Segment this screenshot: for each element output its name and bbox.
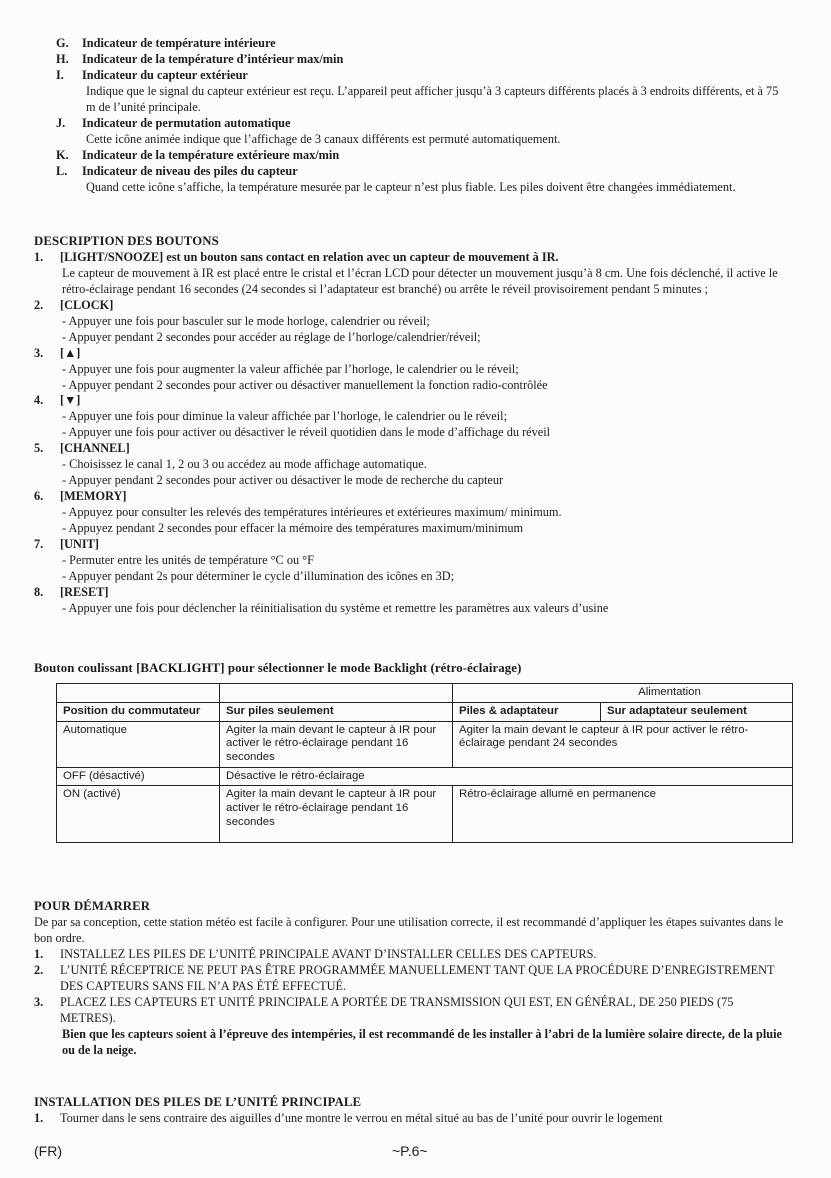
- section-heading: POUR DÉMARRER: [34, 899, 151, 913]
- button-entry: [34, 346, 789, 362]
- step-text: Tourner dans le sens contraire des aiguilles d’une montre le verrou en métal situé au bas de l’unité pour ouvrir le logement: [60, 1110, 663, 1125]
- indicator-title: Indicateur du capteur extérieur: [82, 67, 248, 82]
- step-text: PLACEZ LES CAPTEURS ET UNITÉ PRINCIPALE A PORTÉE DE TRANSMISSION QUI EST, EN GÉNÉRAL, DE 250 PIEDS (75 METRES).: [60, 994, 734, 1025]
- section-heading: DESCRIPTION DES BOUTONS: [34, 234, 219, 248]
- table-cell-piles: Agiter la main devant le capteur à IR pour activer le rétro-éclairage pendant 16 secondes: [220, 721, 453, 767]
- table-cell-position: OFF (désactivé): [57, 767, 220, 786]
- button-line: - Appuyer une fois pour augmenter la valeur affichée par l’horloge, le calendrier ou le réveil;: [62, 361, 519, 376]
- indicator-letter: I.: [56, 67, 64, 82]
- button-line: - Appuyer pendant 2s pour déterminer le cycle d’illumination des icônes en 3D;: [62, 569, 455, 584]
- table-cell-empty: [57, 684, 220, 703]
- button-line: - Appuyer pendant 2 secondes pour accéder au réglage de l’horloge/calendrier/réveil;: [62, 329, 481, 344]
- indicator-list: [56, 36, 789, 196]
- button-name: [CHANNEL]: [60, 441, 130, 456]
- backlight-section: [34, 660, 789, 677]
- button-name: [RESET]: [60, 585, 109, 600]
- indicator-description: Cette icône animée indique que l’affichage de 3 canaux différents est permuté automatiquement.: [86, 131, 561, 146]
- button-number: 5.: [34, 441, 44, 456]
- button-line: Le capteur de mouvement à IR est placé entre le cristal et l’écran LCD pour détecter un mouvement jusqu’à 8 cm. Une fois déclenché, il active le rétro-éclairage pendant 16 secondes (24 secondes si l’adaptateur est branché) ou arrête le réveil provisoirement pendant 5 minutes ;: [62, 265, 778, 296]
- table-header-piles-adaptateur: Piles & adaptateur: [453, 703, 601, 722]
- footer-page-number: ~P.6~: [392, 1143, 428, 1159]
- install-step: [34, 1111, 789, 1127]
- button-line: - Permuter entre les unités de température °C ou °F: [62, 553, 314, 568]
- table-row: [57, 721, 793, 767]
- table-header-adaptateur: Sur adaptateur seulement: [601, 703, 793, 722]
- indicator-title: Indicateur de la température d’intérieur max/min: [82, 51, 344, 66]
- indicator-letter: H.: [56, 51, 69, 66]
- footer-language: (FR): [34, 1143, 62, 1159]
- step-number: 2.: [34, 962, 44, 977]
- table-cell-empty: [220, 684, 453, 703]
- indicator-letter: G.: [56, 36, 69, 50]
- table-header-position: Position du commutateur: [57, 703, 220, 722]
- table-cell-piles-adaptateur: Agiter la main devant le capteur à IR pour activer le rétro-éclairage pendant 24 secondes: [453, 721, 793, 767]
- button-entry: [34, 537, 789, 553]
- step-number: 1.: [34, 946, 44, 961]
- button-line: - Appuyez pendant 2 secondes pour effacer la mémoire des températures maximum/minimum: [62, 521, 524, 536]
- indicator-description: Indique que le signal du capteur extérieur est reçu. L’appareil peut afficher jusqu’à 3 capteurs différents placés à 3 endroits différents, et à 75 m de l’unité principale.: [86, 83, 779, 114]
- button-name: [▼]: [60, 393, 81, 408]
- button-entry: [34, 489, 789, 505]
- step-note: Bien que les capteurs soient à l’épreuve des intempéries, il est recommandé de les installer à l’abri de la lumière solaire directe, de la pluie ou de la neige.: [62, 1026, 782, 1057]
- button-number: 4.: [34, 393, 44, 408]
- button-number: 1.: [34, 249, 44, 264]
- button-name: [UNIT]: [60, 537, 99, 552]
- button-line: - Appuyer une fois pour déclencher la réinitialisation du système et remettre les paramètres aux valeurs d’usine: [62, 601, 609, 616]
- install-section: [34, 1094, 789, 1127]
- indicator-item: [56, 52, 789, 68]
- button-number: 6.: [34, 489, 44, 504]
- indicator-title: Indicateur de température intérieure: [82, 36, 276, 50]
- section-heading: Bouton coulissant [BACKLIGHT] pour sélectionner le mode Backlight (rétro-éclairage): [34, 661, 522, 675]
- table-cell-piles-adaptateur: Rétro-éclairage allumé en permanence: [453, 786, 793, 843]
- table-cell-piles: Désactive le rétro-éclairage: [220, 767, 793, 786]
- start-intro: De par sa conception, cette station météo est facile à configurer. Pour une utilisation correcte, il est recommandé d’appliquer les étapes suivantes dans le bon ordre.: [34, 914, 784, 945]
- table-header-piles: Sur piles seulement: [220, 703, 453, 722]
- button-number: 2.: [34, 297, 44, 312]
- indicator-item: [56, 36, 789, 52]
- button-name: [MEMORY]: [60, 489, 127, 504]
- backlight-table: [56, 683, 793, 843]
- indicator-letter: J.: [56, 115, 66, 130]
- button-line: - Appuyer une fois pour diminue la valeur affichée par l’horloge, le calendrier ou le réveil;: [62, 409, 508, 424]
- start-step: [34, 963, 789, 995]
- indicator-letter: K.: [56, 147, 69, 162]
- start-section: [34, 898, 789, 1058]
- indicator-title: Indicateur de niveau des piles du capteur: [82, 163, 298, 178]
- indicator-item: [56, 164, 789, 180]
- buttons-section: [34, 233, 789, 617]
- table-row: [57, 767, 793, 786]
- button-line: - Choisissez le canal 1, 2 ou 3 ou accédez au mode affichage automatique.: [62, 457, 427, 472]
- indicator-title: Indicateur de la température extérieure max/min: [82, 147, 340, 162]
- button-name: [▲]: [60, 345, 81, 360]
- button-name: [CLOCK]: [60, 297, 114, 312]
- button-line: - Appuyez pour consulter les relevés des températures intérieures et extérieures maximum/ minimum.: [62, 505, 562, 520]
- step-number: 1.: [34, 1110, 44, 1125]
- section-heading: INSTALLATION DES PILES DE L’UNITÉ PRINCIPALE: [34, 1095, 362, 1109]
- table-cell-position: ON (activé): [57, 786, 220, 843]
- start-step: [34, 947, 789, 963]
- button-entry: [34, 441, 789, 457]
- button-entry: [34, 393, 789, 409]
- button-number: 3.: [34, 345, 44, 360]
- table-cell-piles: Agiter la main devant le capteur à IR pour activer le rétro-éclairage pendant 16 secondes: [220, 786, 453, 843]
- button-line: - Appuyer pendant 2 secondes pour activer ou désactiver manuellement la fonction radio-contrôlée: [62, 377, 548, 392]
- step-text: L’UNITÉ RÉCEPTRICE NE PEUT PAS ÊTRE PROGRAMMÉE MANUELLEMENT TANT QUE LA PROCÉDURE D’ENREGISTREMENT DES CAPTEURS SANS FIL N’A PAS ÉTÉ EFFECTUÉ.: [60, 962, 775, 993]
- indicator-item: [56, 116, 789, 132]
- step-text: INSTALLEZ LES PILES DE L’UNITÉ PRINCIPALE AVANT D’INSTALLER CELLES DES CAPTEURS.: [60, 946, 597, 961]
- start-step: [34, 995, 789, 1027]
- table-header-alimentation: Alimentation: [453, 684, 793, 703]
- button-name-suffix: est un bouton sans contact en relation avec un capteur de mouvement à IR.: [163, 249, 559, 264]
- indicator-title: Indicateur de permutation automatique: [82, 115, 291, 130]
- step-number: 3.: [34, 994, 44, 1009]
- table-cell-position: Automatique: [57, 721, 220, 767]
- indicator-description: Quand cette icône s’affiche, la température mesurée par le capteur n’est plus fiable. Les piles doivent être changées immédiatement.: [86, 179, 736, 194]
- table-row: [57, 786, 793, 843]
- indicator-item: [56, 148, 789, 164]
- indicator-item: [56, 68, 789, 84]
- button-name: [LIGHT/SNOOZE]: [60, 249, 164, 264]
- button-line: - Appuyer une fois pour basculer sur le mode horloge, calendrier ou réveil;: [62, 313, 430, 328]
- button-entry: [34, 585, 789, 601]
- button-entry: [34, 298, 789, 314]
- indicator-letter: L.: [56, 163, 68, 178]
- button-number: 7.: [34, 537, 44, 552]
- button-line: - Appuyer une fois pour activer ou désactiver le réveil quotidien dans le mode d’affichage du réveil: [62, 425, 551, 440]
- button-number: 8.: [34, 585, 44, 600]
- button-line: - Appuyer pendant 2 secondes pour activer ou désactiver le mode de recherche du capteur: [62, 473, 504, 488]
- button-entry: [34, 250, 789, 266]
